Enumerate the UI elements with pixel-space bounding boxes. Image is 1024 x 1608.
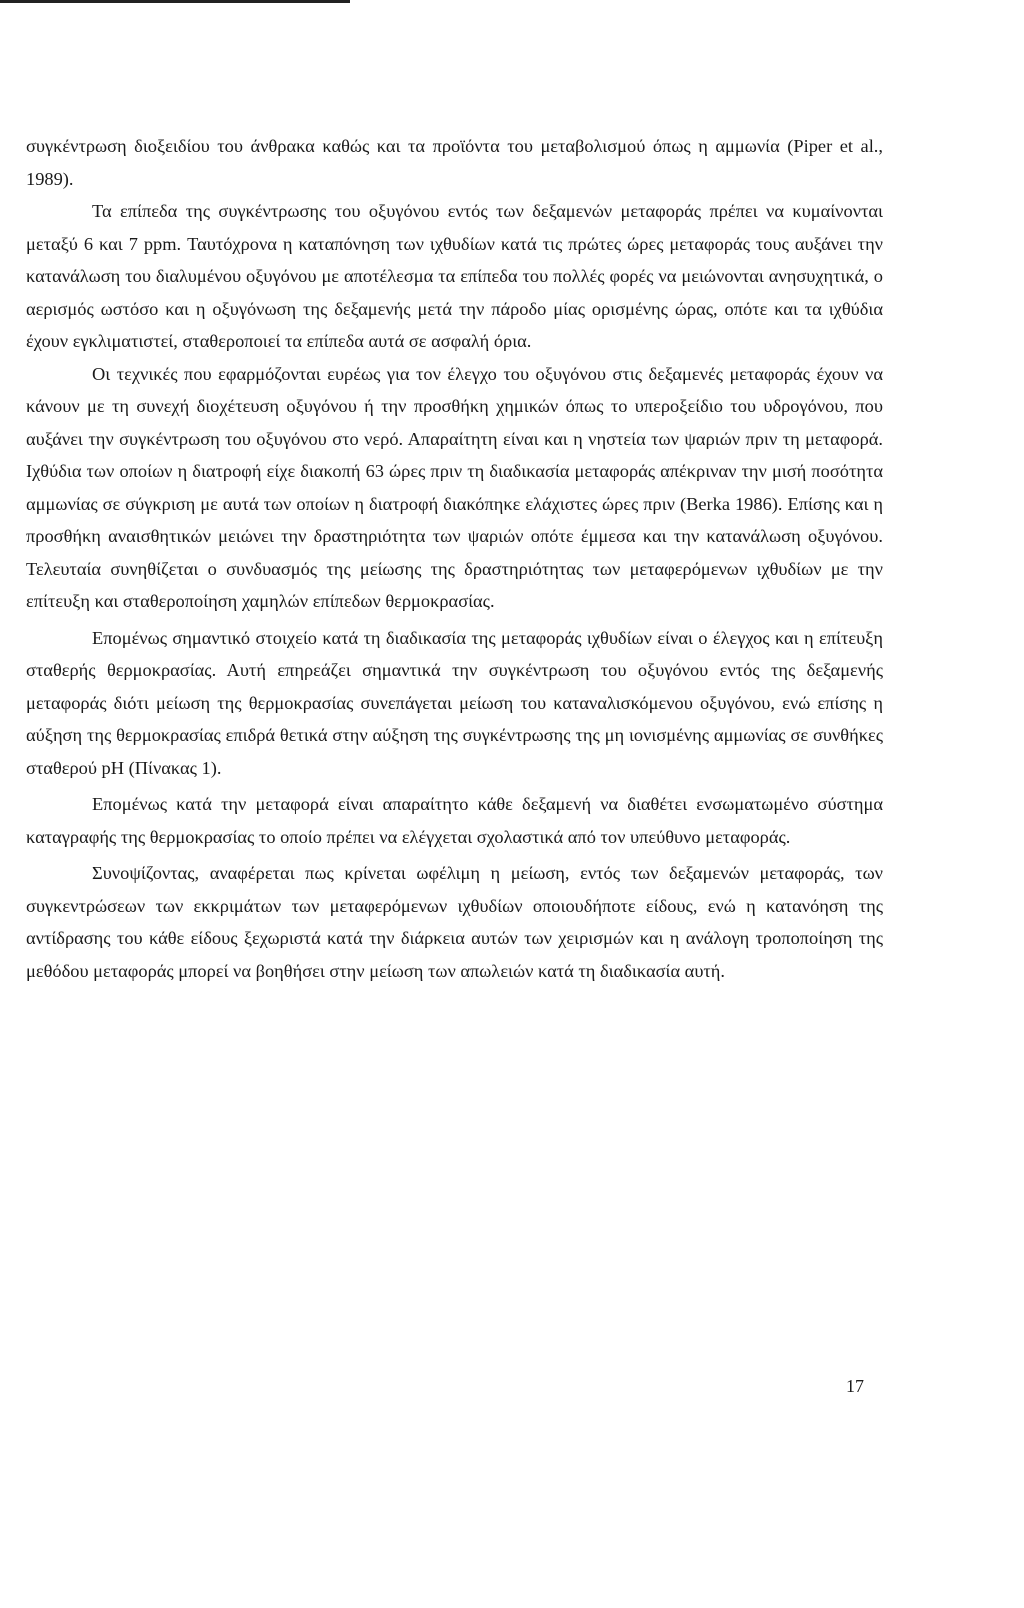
page-number: 17 <box>846 1376 864 1396</box>
paragraph-temperature: Επομένως σημαντικό στοιχείο κατά τη διαδικασία της μεταφοράς ιχθυδίων είναι ο έλεγχος και η επίτευξη σταθερής θερμοκρασίας. Αυτή επηρεάζει σημαντικά την συγκέντρωση του οξυγόνου εντός της δεξαμενής μεταφοράς διότι μείωση της θερμοκρασίας συνεπάγεται μείωση του καταναλισκόμενου οξυγόνου, ενώ επίσης η αύξηση της θερμοκρασίας επιδρά θετικά στην αύξηση της συγκέντρωσης της μη ιονισμένης αμμωνίας σε συνθήκες σταθερού pH (Πίνακας 1). <box>26 627 883 778</box>
paragraph-summary: Συνοψίζοντας, αναφέρεται πως κρίνεται ωφέλιμη η μείωση, εντός των δεξαμενών μεταφοράς, των συγκεντρώσεων των εκκριμάτων των μεταφερόμενων ιχθυδίων οποιουδήποτε είδους, ενώ η κατανόηση της αντίδρασης του κάθε είδους ξεχωριστά κατά την διάρκεια αυτών των χειρισμών και η ανάλογη τροποποίηση της μεθόδου μεταφοράς μπορεί να βοηθήσει στην μείωση των απωλειών κατά τη διαδικασία αυτή. <box>26 863 883 981</box>
paragraph-oxygen-techniques: Οι τεχνικές που εφαρμόζονται ευρέως για τον έλεγχο του οξυγόνου στις δεξαμενές μεταφοράς έχουν να κάνουν με τη συνεχή διοχέτευση οξυγόνου ή την προσθήκη χημικών όπως το υπεροξείδιο του υδρογόνου, που αυξάνει την συγκέντρωση του οξυγόνου στο νερό. Απαραίτητη είναι και η νηστεία των ψαριών πριν τη μεταφορά. Ιχθύδια των οποίων η διατροφή είχε διακοπή 63 ώρες πριν τη διαδικασία μεταφοράς απέκριναν την μισή ποσότητα αμμωνίας σε σύγκριση με αυτά των οποίων η διατροφή διακόπηκε ελάχιστες ώρες πριν (Berka 1986). Επίσης και η προσθήκη αναισθητικών μειώνει την δραστηριότητα των ψαριών οπότε έμμεσα και την κατανάλωση οξυγόνου. Τελευταία συνηθίζεται ο συνδυασμός της μείωσης της δραστηριότητας των μεταφερόμενων ιχθυδίων με την επίτευξη και σταθεροποίηση χαμηλών επίπεδων θερμοκρασίας. <box>26 363 883 611</box>
paragraph-oxygen-levels: Τα επίπεδα της συγκέντρωσης του οξυγόνου εντός των δεξαμενών μεταφοράς πρέπει να κυμαίνονται μεταξύ 6 και 7 ppm. Ταυτόχρονα η καταπόνηση των ιχθυδίων κατά τις πρώτες ώρες μεταφοράς τους αυξάνει την κατανάλωση του διαλυμένου οξυγόνου με αποτέλεσμα τα επίπεδα του πολλές φορές να μειώνονται ανησυχητικά, ο αερισμός ωστόσο και η οξυγόνωση της δεξαμενής μετά την πάροδο μίας ορισμένης ώρας, οπότε και τα ιχθύδια έχουν εγκλιματιστεί, σταθεροποιεί τα επίπεδα αυτά σε ασφαλή όρια. <box>26 201 883 351</box>
header-rule <box>0 0 350 3</box>
paragraph-continuation: συγκέντρωση διοξειδίου του άνθρακα καθώς και τα προϊόντα του μεταβολισμού όπως η αμμωνία (Piper et al., 1989). <box>26 136 883 189</box>
paragraph-temperature-recording: Επομένως κατά την μεταφορά είναι απαραίτητο κάθε δεξαμενή να διαθέτει ενσωματωμένο σύστημα καταγραφής της θερμοκρασίας το οποίο πρέπει να ελέγχεται σχολαστικά από τον υπεύθυνο μεταφοράς. <box>26 794 883 847</box>
page-body <box>26 130 883 987</box>
